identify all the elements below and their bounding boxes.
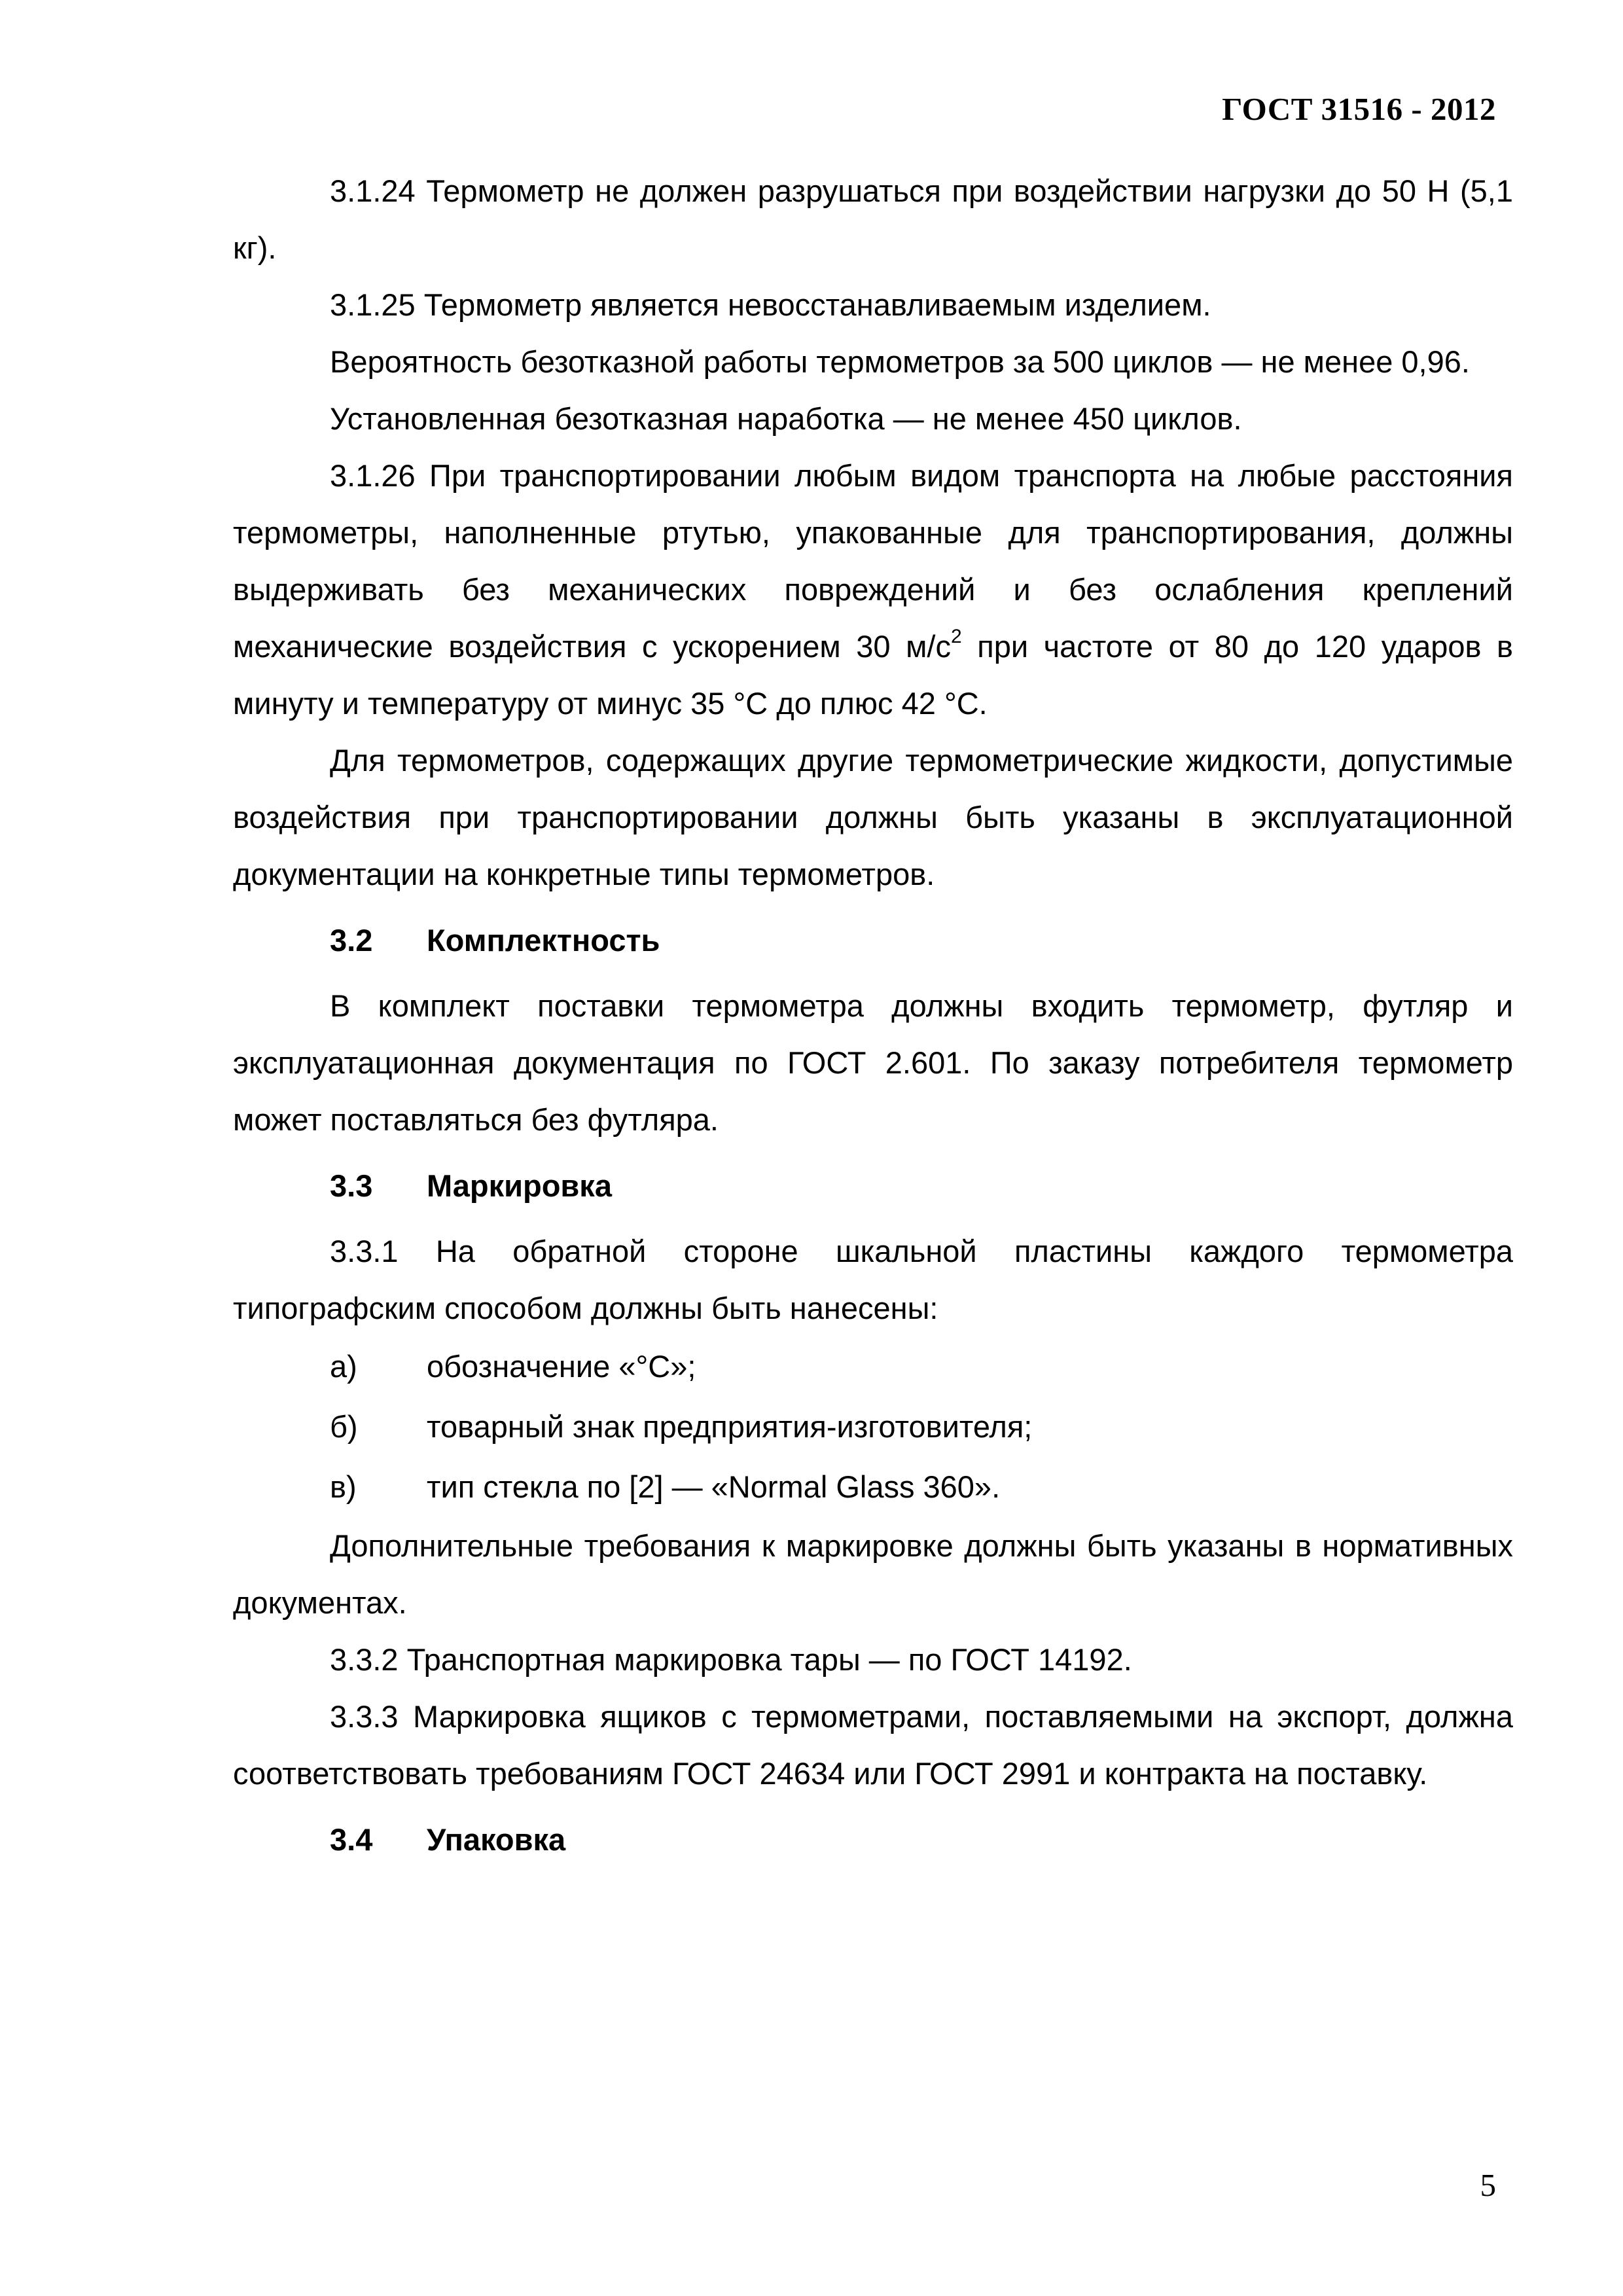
section-title: Комплектность bbox=[427, 923, 660, 958]
list-marker: в) bbox=[330, 1469, 357, 1504]
section-title: Маркировка bbox=[427, 1168, 612, 1203]
section-number: 3.4 bbox=[330, 1822, 373, 1857]
paragraph-3-1-24: 3.1.24 Термометр не должен разрушаться при воздействии нагрузки до 50 Н (5,1 кг). bbox=[233, 173, 1513, 265]
paragraph-3-1-26 bbox=[233, 447, 1513, 732]
document-header: ГОСТ 31516 - 2012 bbox=[1222, 91, 1496, 127]
paragraph-probability: Вероятность безотказной работы термометров за 500 циклов — не менее 0,96. bbox=[330, 344, 1470, 379]
list-text: обозначение «°С»; bbox=[427, 1349, 696, 1384]
section-title: Упаковка bbox=[427, 1822, 566, 1857]
list-marker: б) bbox=[330, 1409, 358, 1444]
section-number: 3.2 bbox=[330, 923, 373, 958]
paragraph-established-life: Установленная безотказная наработка — не менее 450 циклов. bbox=[330, 401, 1242, 436]
paragraph-3-3-1: 3.3.1 На обратной стороне шкальной пластины каждого термометра типографским способом должны быть нанесены: bbox=[233, 1234, 1513, 1325]
paragraph-completeness: В комплект поставки термометра должны входить термометр, футляр и эксплуатационная документация по ГОСТ 2.601. По заказу потребителя термометр может поставляться без футляра. bbox=[233, 988, 1513, 1137]
paragraph-other-liquids: Для термометров, содержащих другие термометрические жидкости, допустимые воздействия при транспортировании должны быть указаны в эксплуатационной документации на конкретные типы термометров. bbox=[233, 743, 1513, 891]
paragraph-3-1-25: 3.1.25 Термометр является невосстанавливаемым изделием. bbox=[330, 287, 1211, 322]
list-text: тип стекла по [2] — «Normal Glass 360». bbox=[427, 1469, 1001, 1504]
list-item bbox=[233, 1397, 1513, 1457]
paragraph-additional-requirements: Дополнительные требования к маркировке должны быть указаны в нормативных документах. bbox=[233, 1528, 1513, 1620]
paragraph-3-1-26-part1: 3.1.26 При транспортировании любым видом транспорта на любые расстояния термометры, наполненные ртутью, упакованные для транспортирования, должны выдерживать без механических повреждений и без ослабления креплений механические воздействия с ускорением 30 м/с bbox=[233, 458, 1513, 664]
paragraph-3-1-26-part2: при частоте от 80 до 120 ударов в минуту и температуру от минус 35 °С до плюс 42 °С. bbox=[233, 629, 1513, 721]
page-number: 5 bbox=[1480, 2167, 1496, 2203]
list-text: товарный знак предприятия-изготовителя; bbox=[427, 1409, 1033, 1444]
list-item bbox=[233, 1457, 1513, 1517]
paragraph-3-3-2: 3.3.2 Транспортная маркировка тары — по ГОСТ 14192. bbox=[330, 1642, 1132, 1677]
document-body bbox=[233, 162, 1513, 1876]
section-heading-3-4 bbox=[233, 1807, 1513, 1873]
section-heading-3-3 bbox=[233, 1153, 1513, 1219]
section-number: 3.3 bbox=[330, 1168, 373, 1203]
list-item bbox=[233, 1336, 1513, 1397]
superscript-squared: 2 bbox=[951, 626, 962, 647]
list-marker: а) bbox=[330, 1349, 357, 1384]
section-heading-3-2 bbox=[233, 908, 1513, 973]
paragraph-3-3-3: 3.3.3 Маркировка ящиков с термометрами, поставляемыми на экспорт, должна соответствовать требованиям ГОСТ 24634 или ГОСТ 2991 и контракта на поставку. bbox=[233, 1699, 1513, 1791]
